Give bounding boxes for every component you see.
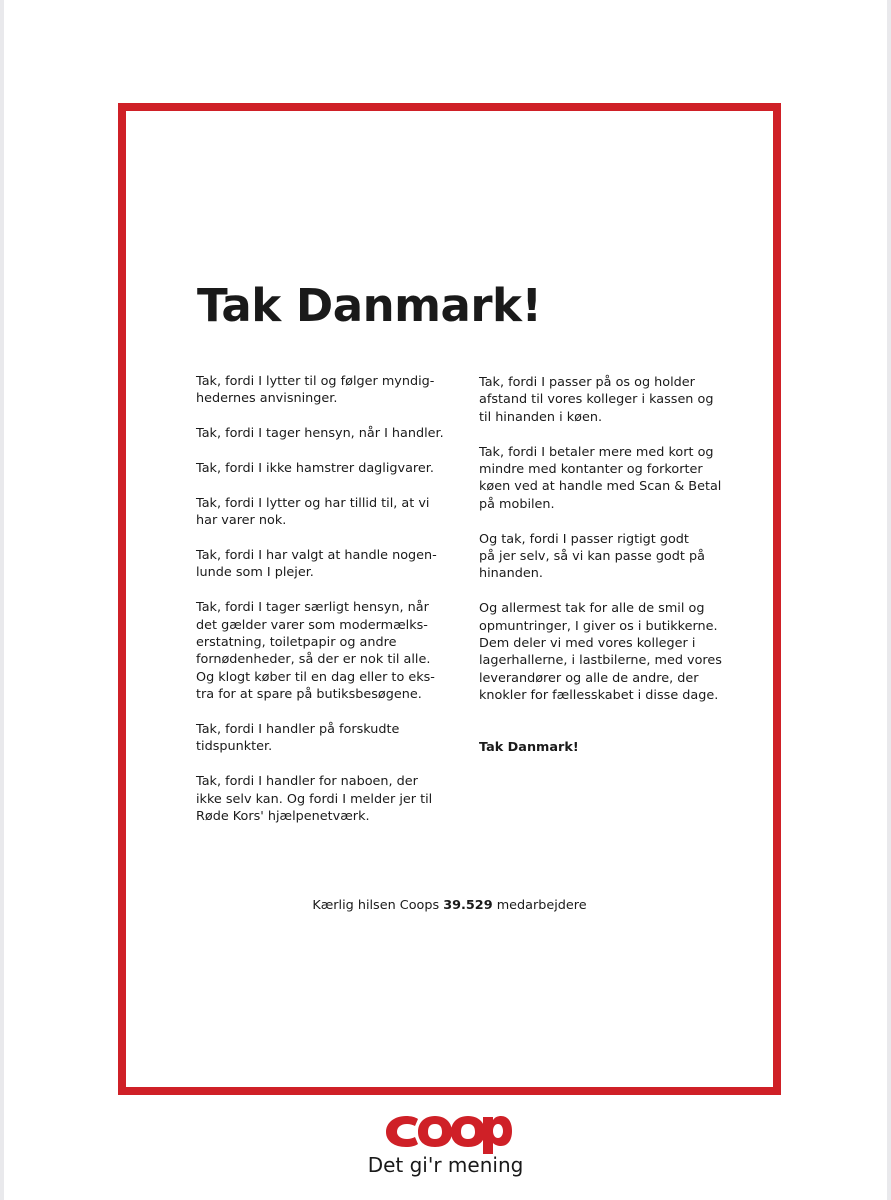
- paragraph: Tak, fordi I tager hensyn, når I handler.: [196, 426, 444, 442]
- left-column: [196, 373, 458, 843]
- paragraph: Tak, fordi I handler for naboen, der ikke selv kan. Og fordi I melder jer til Røde Kors' hjælpenetværk.: [196, 774, 433, 825]
- paragraph: Tak, fordi I lytter og har tillid til, at vi har varer nok.: [196, 495, 430, 529]
- paragraph: Tak, fordi I tager særligt hensyn, når det gælder varer som modermælks- erstatning, toiletpapir og andre fornødenheder, så der er nok til alle. Og klogt køber til en dag eller to eks- tra for at spare på butiksbesøgene.: [196, 600, 435, 703]
- paragraph: Og allermest tak for alle de smil og opmuntringer, I giver os i butikkerne. Dem deler vi med vores kolleger i lagerhallerne, i lastbilerne, med vores leverandører og alle de andre, der knokler for fællesskabet i disse dage.: [479, 601, 722, 704]
- paragraph: Tak, fordi I lytter til og følger myndig- hedernes anvisninger.: [196, 374, 435, 407]
- coop-logo-icon: [382, 1104, 512, 1154]
- red-border-frame: [118, 103, 781, 1095]
- headline: Tak Danmark!: [197, 279, 542, 332]
- ad-page: [4, 0, 887, 1200]
- paragraph: Tak, fordi I betaler mere med kort og mindre med kontanter og forkorter køen ved at handle med Scan & Betal på mobilen.: [479, 444, 722, 512]
- greeting-suffix: medarbejdere: [492, 898, 587, 913]
- paragraph: Og tak, fordi I passer rigtigt godt på jer selv, så vi kan passe godt på hinanden.: [479, 531, 705, 582]
- greeting-line: [126, 898, 773, 913]
- employee-count: 39.529: [443, 898, 493, 913]
- right-column: [479, 374, 741, 773]
- paragraph: Tak, fordi I har valgt at handle nogen- lunde som I plejer.: [196, 548, 437, 581]
- slogan: Det gi'r mening: [367, 1153, 524, 1177]
- greeting-prefix: Kærlig hilsen Coops: [312, 898, 444, 913]
- signoff: Tak Danmark!: [479, 739, 579, 755]
- paragraph: Tak, fordi I handler på forskudte tidspunkter.: [196, 722, 400, 755]
- paragraph: Tak, fordi I ikke hamstrer dagligvarer.: [196, 461, 434, 476]
- paragraph: Tak, fordi I passer på os og holder afstand til vores kolleger i kassen og til hinanden i køen.: [479, 375, 714, 425]
